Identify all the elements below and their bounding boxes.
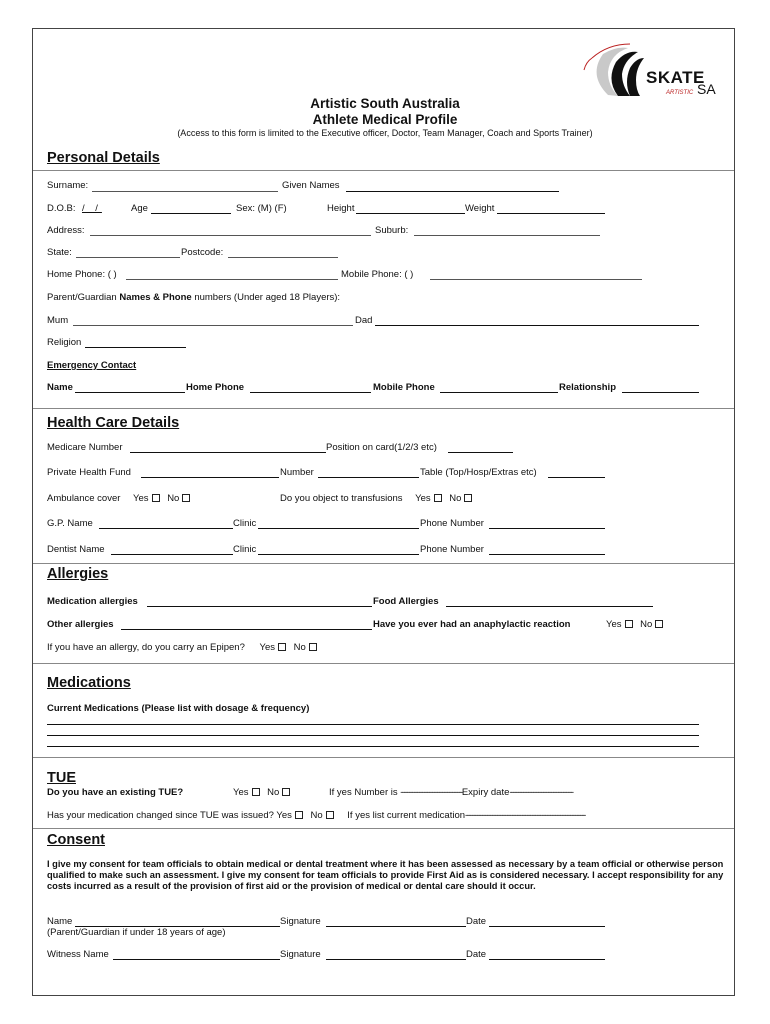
tue-no-label: No [267, 787, 280, 798]
ambulance-no-label: No [167, 493, 180, 504]
witness-signature-field[interactable] [326, 959, 466, 960]
epipen-no-checkbox[interactable] [309, 643, 317, 651]
divider [33, 170, 734, 171]
parent-note-post: numbers (Under aged 18 Players): [191, 292, 341, 303]
gp-clinic-label: Clinic [233, 518, 257, 529]
divider [33, 563, 734, 564]
fund-table-field[interactable] [548, 477, 605, 478]
transfusion-no-checkbox[interactable] [464, 494, 472, 502]
dad-label: Dad [355, 315, 373, 326]
section-personal-details: Personal Details [47, 150, 160, 166]
position-field[interactable] [448, 452, 513, 453]
gp-clinic-field[interactable] [258, 528, 419, 529]
consent-date-label: Date [466, 916, 487, 927]
dentist-phone-field[interactable] [489, 554, 605, 555]
height-field[interactable] [356, 213, 465, 214]
suburb-field[interactable] [414, 235, 600, 236]
address-label: Address: [47, 225, 85, 236]
home-phone-label: Home Phone: ( ) [47, 269, 117, 280]
divider [33, 663, 734, 664]
medicare-field[interactable] [130, 452, 326, 453]
other-allergies-field[interactable] [121, 629, 372, 630]
tue-changed-yes-checkbox[interactable] [295, 811, 303, 819]
food-allergies-label: Food Allergies [373, 596, 439, 607]
anaphylactic-options [606, 619, 666, 630]
tue-expiry-label: Expiry date [461, 787, 510, 798]
section-medications: Medications [47, 675, 131, 691]
ambulance-row [47, 493, 193, 504]
ec-relationship-field[interactable] [622, 392, 699, 393]
ambulance-no-checkbox[interactable] [182, 494, 190, 502]
logo-region: SA [697, 81, 716, 97]
anaphylactic-label: Have you ever had an anaphylactic reaction [373, 619, 571, 630]
transfusion-no-label: No [449, 493, 462, 504]
org-title: Artistic South Australia [310, 96, 460, 111]
witness-signature-label: Signature [280, 949, 321, 960]
witness-name-label: Witness Name [47, 949, 109, 960]
section-tue: TUE [47, 770, 76, 786]
tue-changed-no-label: No [310, 810, 323, 821]
gp-phone-label: Phone Number [420, 518, 484, 529]
mum-label: Mum [47, 315, 69, 326]
state-label: State: [47, 247, 72, 258]
dentist-clinic-field[interactable] [258, 554, 419, 555]
ambulance-label: Ambulance cover [47, 493, 121, 504]
ec-relationship-label: Relationship [559, 382, 617, 393]
existing-tue-label: Do you have an existing TUE? [47, 787, 184, 798]
form-border [32, 28, 735, 996]
ec-name-label: Name [47, 382, 73, 393]
ec-name-field[interactable] [75, 392, 185, 393]
postcode-label: Postcode: [181, 247, 224, 258]
gp-name-field[interactable] [99, 528, 233, 529]
anaphylactic-yes-label: Yes [606, 619, 622, 630]
mum-field[interactable] [73, 325, 353, 326]
tue-no-checkbox[interactable] [282, 788, 290, 796]
consent-signature-field[interactable] [326, 926, 466, 927]
form-title: Athlete Medical Profile [312, 112, 458, 127]
mobile-phone-field[interactable] [430, 279, 642, 280]
witness-date-field[interactable] [489, 959, 605, 960]
age-label: Age [131, 203, 148, 214]
suburb-label: Suburb: [375, 225, 409, 236]
ec-home-phone-label: Home Phone [186, 382, 245, 393]
tue-expiry-field[interactable]: -------------------------------------- [509, 787, 573, 798]
mobile-phone-label: Mobile Phone: ( ) [341, 269, 414, 280]
parent-guardian-note-consent: (Parent/Guardian if under 18 years of age) [47, 927, 226, 938]
dad-field[interactable] [375, 325, 699, 326]
medications-line-2[interactable] [47, 735, 699, 736]
gp-phone-field[interactable] [489, 528, 605, 529]
dentist-phone-label: Phone Number [420, 544, 484, 555]
surname-label: Surname: [47, 180, 89, 191]
tue-changed-row [47, 810, 585, 821]
consent-date-field[interactable] [489, 926, 605, 927]
epipen-no-label: No [293, 642, 306, 653]
medication-allergies-label: Medication allergies [47, 596, 138, 607]
fund-table-label: Table (Top/Hosp/Extras etc) [420, 467, 537, 478]
tue-number-label: If yes Number is [329, 787, 398, 798]
ambulance-yes-checkbox[interactable] [152, 494, 160, 502]
epipen-row [47, 642, 320, 653]
fund-number-label: Number [280, 467, 314, 478]
section-health-care: Health Care Details [47, 415, 180, 431]
dentist-clinic-label: Clinic [233, 544, 257, 555]
gp-name-label: G.P. Name [47, 518, 93, 529]
transfusion-row [280, 493, 475, 504]
tue-number-field[interactable]: ------------------------------------- [400, 787, 462, 798]
transfusion-label: Do you object to transfusions [280, 493, 403, 504]
tue-yes-checkbox[interactable] [252, 788, 260, 796]
food-allergies-field[interactable] [446, 606, 653, 607]
current-medications-label: Current Medications (Please list with dosage & frequency) [47, 703, 310, 714]
anaphylactic-yes-checkbox[interactable] [625, 620, 633, 628]
private-fund-field[interactable] [141, 477, 279, 478]
given-names-field[interactable] [346, 191, 559, 192]
ec-home-phone-field[interactable] [250, 392, 371, 393]
logo-brand: SKATE [646, 68, 705, 87]
dentist-name-label: Dentist Name [47, 544, 105, 555]
consent-name-label: Name [47, 916, 73, 927]
witness-name-field[interactable] [113, 959, 280, 960]
medicare-label: Medicare Number [47, 442, 123, 453]
state-field[interactable] [76, 257, 180, 258]
religion-label: Religion [47, 337, 82, 348]
anaphylactic-no-checkbox[interactable] [655, 620, 663, 628]
position-label: Position on card(1/2/3 etc) [326, 442, 437, 453]
access-note: (Access to this form is limited to the Executive officer, Doctor, Team Manager, Coach and Sports Trainer) [177, 128, 593, 138]
tue-list-field[interactable]: ------------------------------------------------------------------------ [465, 810, 585, 821]
surname-field[interactable] [92, 191, 278, 192]
divider [33, 757, 734, 758]
given-names-label: Given Names [282, 180, 340, 191]
existing-tue-options [233, 787, 293, 798]
private-fund-label: Private Health Fund [47, 467, 131, 478]
parent-note-pre: Parent/Guardian [47, 292, 120, 303]
tue-changed-no-checkbox[interactable] [326, 811, 334, 819]
medications-line-3[interactable] [47, 746, 699, 747]
consent-signature-label: Signature [280, 916, 321, 927]
consent-text: I give my consent for team officials to obtain medical or dental treatment where it has been assessed as necessary by a team official or otherwise person qualified to make such an assessment. I give my consent for team officials to provide First Aid as is considered necessary. I accept responsibility for any costs incurred as a result of the provision of first aid or the provision of medical or dental care should it occur. [47, 859, 724, 891]
tue-yes-label: Yes [233, 787, 249, 798]
epipen-label: If you have an allergy, do you carry an Epipen? [47, 642, 245, 653]
religion-field[interactable] [85, 347, 186, 348]
weight-field[interactable] [497, 213, 605, 214]
witness-date-label: Date [466, 949, 487, 960]
weight-label: Weight [465, 203, 495, 214]
dentist-name-field[interactable] [111, 554, 233, 555]
ambulance-yes-label: Yes [133, 493, 149, 504]
parent-guardian-note [47, 292, 340, 303]
medications-line-1[interactable] [47, 724, 699, 725]
epipen-yes-checkbox[interactable] [278, 643, 286, 651]
postcode-field[interactable] [228, 257, 338, 258]
ec-mobile-field[interactable] [440, 392, 558, 393]
transfusion-yes-label: Yes [415, 493, 431, 504]
logo-sub: ARTISTIC [666, 90, 694, 96]
epipen-yes-label: Yes [259, 642, 276, 653]
sex-label: Sex: (M) (F) [236, 203, 287, 214]
tue-number-row [329, 787, 573, 798]
other-allergies-label: Other allergies [47, 619, 114, 630]
home-phone-field[interactable] [126, 279, 338, 280]
emergency-contact-heading: Emergency Contact [47, 360, 137, 371]
height-label: Height [327, 203, 355, 214]
fund-number-field[interactable] [318, 477, 419, 478]
address-field[interactable] [90, 235, 371, 236]
divider [33, 828, 734, 829]
tue-changed-label: Has your medication changed since TUE was issued? Yes [47, 810, 292, 821]
dob-field[interactable]: / / [82, 203, 102, 214]
parent-note-bold: Names & Phone [119, 292, 192, 303]
medication-allergies-field[interactable] [147, 606, 372, 607]
divider [33, 408, 734, 409]
anaphylactic-no-label: No [640, 619, 653, 630]
ec-mobile-label: Mobile Phone [373, 382, 435, 393]
dob-label: D.O.B: [47, 203, 76, 214]
age-field[interactable] [151, 213, 231, 214]
transfusion-yes-checkbox[interactable] [434, 494, 442, 502]
section-consent: Consent [47, 832, 105, 848]
tue-list-label: If yes list current medication [347, 810, 466, 821]
section-allergies: Allergies [47, 566, 109, 582]
